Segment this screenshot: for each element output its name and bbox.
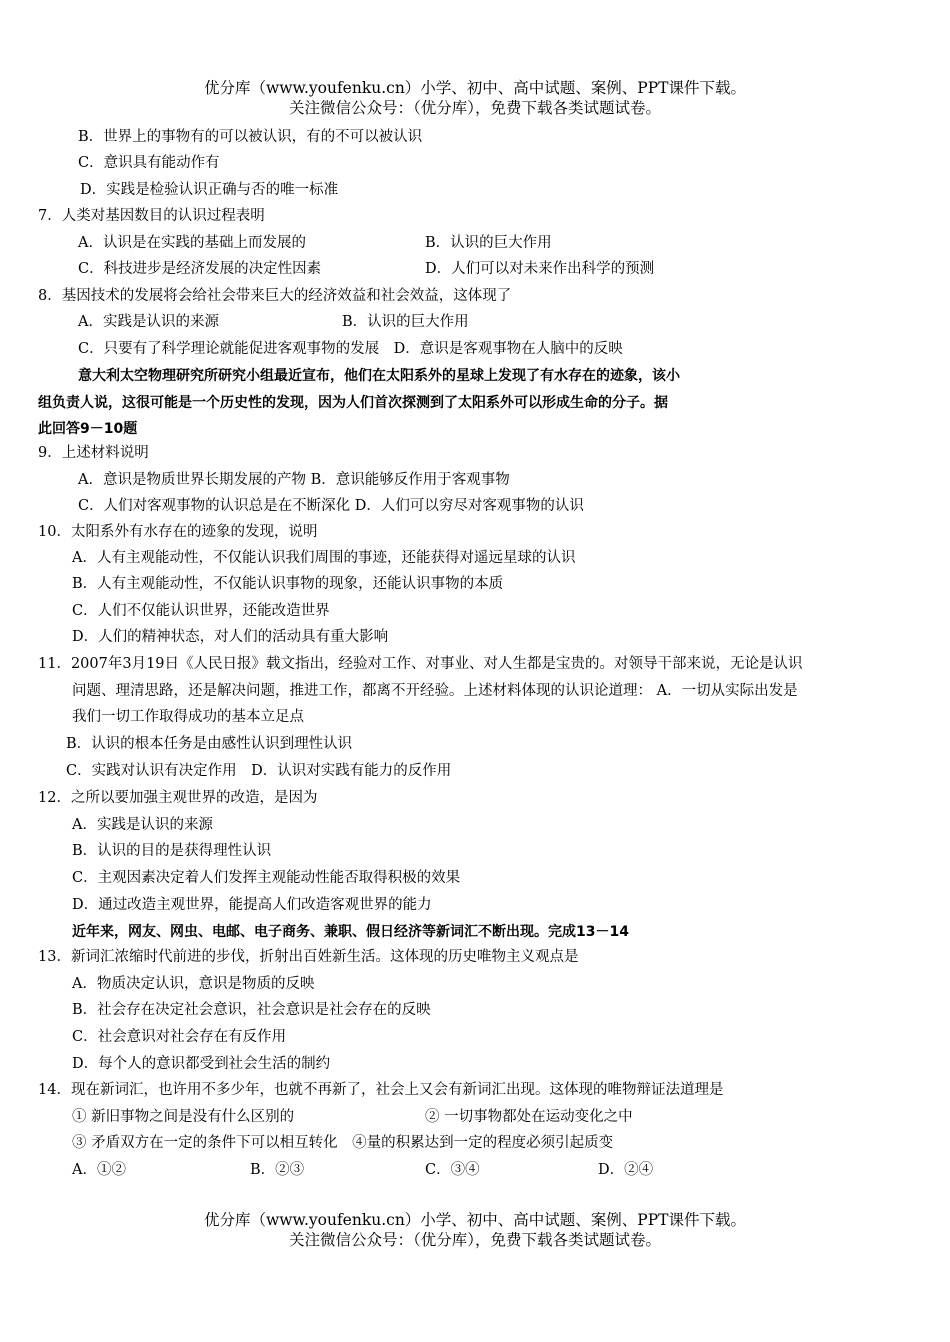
q6-option-d: D．实践是检验认识正确与否的唯一标准 — [80, 182, 339, 198]
q8-option-b: B．认识的巨大作用 — [342, 314, 469, 330]
q8-option-a: A．实践是认识的来源 — [78, 314, 219, 330]
header-line-1: 优分库（www.youfenku.cn）小学、初中、高中试题、案例、PPT课件下载。 — [203, 79, 747, 97]
q11-option-cd: C．实践对认识有决定作用 D．认识对实践有能力的反作用 — [66, 763, 452, 779]
q10-option-d: D．人们的精神状态，对人们的活动具有重大影响 — [72, 629, 389, 645]
q13-option-a: A．物质决定认识，意识是物质的反映 — [72, 976, 315, 992]
q10-stem: 10．太阳系外有水存在的迹象的发现，说明 — [38, 524, 318, 540]
q13-option-c: C．社会意识对社会存在有反作用 — [72, 1029, 287, 1045]
q7-option-a: A．认识是在实践的基础上而发展的 — [78, 235, 306, 251]
q7-option-c: C．科技进步是经济发展的决定性因素 — [78, 261, 322, 277]
q13-option-b: B．社会存在决定社会意识，社会意识是社会存在的反映 — [72, 1002, 431, 1018]
q7-option-b: B．认识的巨大作用 — [425, 235, 552, 251]
q14-statement-2: ② 一切事物都处在运动变化之中 — [425, 1109, 633, 1125]
q12-stem: 12．之所以要加强主观世界的改造，是因为 — [38, 790, 318, 806]
q8-stem: 8．基因技术的发展将会给社会带来巨大的经济效益和社会效益，这体现了 — [38, 288, 512, 304]
material-2: 近年来，网友、网虫、电邮、电子商务、兼职、假日经济等新词汇不断出现。完成13－14 — [72, 924, 629, 940]
q14-statements-3-4: ③ 矛盾双方在一定的条件下可以相互转化 ④量的积累达到一定的程度必须引起质变 — [72, 1135, 614, 1151]
material-1-line-3: 此回答9－10题 — [38, 421, 138, 437]
q14-statement-1: ① 新旧事物之间是没有什么区别的 — [72, 1109, 295, 1125]
q13-stem: 13．新词汇浓缩时代前进的步伐，折射出百姓新生活。这体现的历史唯物主义观点是 — [38, 949, 579, 965]
q11-option-b: B．认识的根本任务是由感性认识到理性认识 — [66, 736, 353, 752]
q10-option-b: B．人有主观能动性，不仅能认识事物的现象，还能认识事物的本质 — [72, 576, 504, 592]
header-line-2: 关注微信公众号：（优分库），免费下载各类试题试卷。 — [288, 99, 661, 117]
q9-stem: 9．上述材料说明 — [38, 445, 149, 461]
q11-line-3: 我们一切工作取得成功的基本立足点 — [72, 709, 304, 725]
q7-option-d: D．人们可以对未来作出科学的预测 — [425, 261, 655, 277]
q7-stem: 7．人类对基因数目的认识过程表明 — [38, 208, 265, 224]
q14-option-d: D．②④ — [598, 1162, 654, 1178]
q12-option-b: B．认识的目的是获得理性认识 — [72, 843, 272, 859]
q14-option-b: B．②③ — [250, 1162, 305, 1178]
q9-option-cd: C．人们对客观事物的认识总是在不断深化 D．人们可以穷尽对客观事物的认识 — [78, 498, 584, 514]
material-1-line-2: 组负责人说，这很可能是一个历史性的发现，因为人们首次探测到了太阳系外可以形成生命的分子。据 — [38, 395, 668, 411]
footer-line-2: 关注微信公众号：（优分库），免费下载各类试题试卷。 — [288, 1231, 661, 1249]
q12-option-d: D．通过改造主观世界，能提高人们改造客观世界的能力 — [72, 897, 432, 913]
q10-option-a: A．人有主观能动性，不仅能认识我们周围的事迹，还能获得对遥远星球的认识 — [72, 550, 576, 566]
q12-option-a: A．实践是认识的来源 — [72, 817, 213, 833]
q9-option-ab: A．意识是物质世界长期发展的产物 B．意识能够反作用于客观事物 — [78, 472, 510, 488]
q14-stem: 14．现在新词汇，也许用不多少年，也就不再新了，社会上又会有新词汇出现。这体现的唯物辩证法道理是 — [38, 1082, 724, 1098]
q14-option-c: C．③④ — [425, 1162, 480, 1178]
q13-option-d: D．每个人的意识都受到社会生活的制约 — [72, 1056, 331, 1072]
q8-option-cd: C．只要有了科学理论就能促进客观事物的发展 D．意识是客观事物在人脑中的反映 — [78, 341, 623, 357]
q11-line-1: 11．2007年3月19日《人民日报》载文指出，经验对工作、对事业、对人生都是宝贵的。对领导干部来说，无论是认识 — [38, 656, 803, 672]
q6-option-b: B．世界上的事物有的可以被认识，有的不可以被认识 — [78, 129, 423, 145]
q10-option-c: C．人们不仅能认识世界，还能改造世界 — [72, 603, 330, 619]
q6-option-c: C．意识具有能动作有 — [78, 155, 220, 171]
material-1-line-1: 意大利太空物理研究所研究小组最近宣布，他们在太阳系外的星球上发现了有水存在的迹象，该小 — [78, 368, 680, 384]
q12-option-c: C．主观因素决定着人们发挥主观能动性能否取得积极的效果 — [72, 870, 461, 886]
q11-line-2: 问题、理清思路，还是解决问题，推进工作，都离不开经验。上述材料体现的认识论道理： A．一切从实际出发是 — [72, 683, 798, 699]
footer-line-1: 优分库（www.youfenku.cn）小学、初中、高中试题、案例、PPT课件下载。 — [203, 1211, 747, 1229]
q14-option-a: A．①② — [72, 1162, 126, 1178]
